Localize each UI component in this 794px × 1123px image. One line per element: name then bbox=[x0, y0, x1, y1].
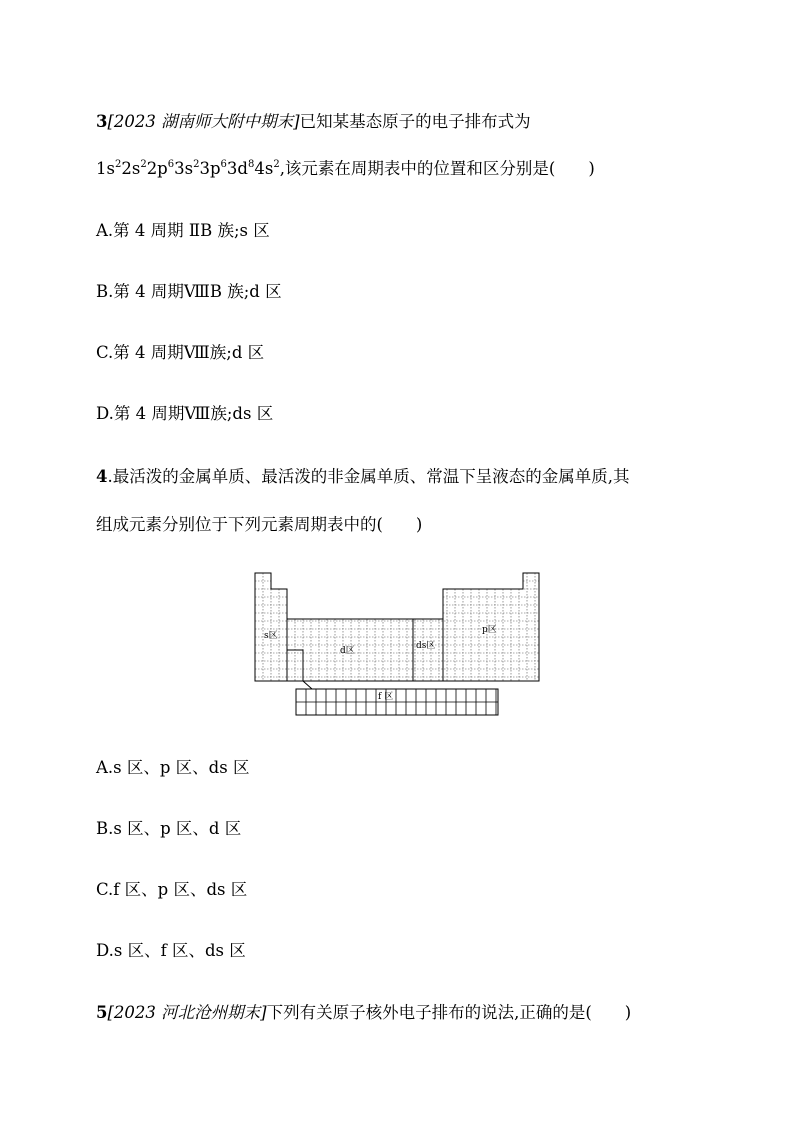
config-orbital: 3p bbox=[199, 159, 221, 178]
q3-option-a: A.第 4 周期 ⅡB 族;s 区 bbox=[96, 221, 270, 240]
config-electron-count: 2 bbox=[193, 159, 200, 170]
q5-stem-line bbox=[96, 1002, 631, 1024]
config-orbital: 2s bbox=[121, 159, 141, 178]
q3-stem-continuation: ,该元素在周期表中的位置和区分别是( ) bbox=[279, 159, 595, 178]
config-electron-count: 2 bbox=[273, 159, 280, 170]
q3-number: 3 bbox=[96, 112, 108, 131]
q3-config-line bbox=[96, 158, 595, 180]
config-electron-count: 2 bbox=[140, 159, 147, 170]
d-block-label: d区 bbox=[340, 646, 355, 656]
config-orbital: 4s bbox=[254, 159, 274, 178]
q3-option-b: B.第 4 周期ⅧB 族;d 区 bbox=[96, 282, 282, 301]
q4-option-b: B.s 区、p 区、d 区 bbox=[96, 819, 242, 838]
q3-source: [2023 湖南师大附中期末] bbox=[107, 112, 300, 131]
config-orbital: 1s bbox=[96, 159, 115, 178]
q3-option-c: C.第 4 周期Ⅷ族;d 区 bbox=[96, 343, 265, 362]
config-electron-count: 6 bbox=[167, 159, 175, 170]
q5-source: [2023 河北沧州期末] bbox=[107, 1003, 267, 1022]
periodic-table-grid bbox=[255, 573, 539, 715]
config-orbital: 2p bbox=[146, 159, 168, 178]
q4-stem-text1: .最活泼的金属单质、最活泼的非金属单质、常温下呈液态的金属单质,其 bbox=[107, 467, 630, 486]
q3-stem-line bbox=[96, 111, 531, 133]
q4-option-d: D.s 区、f 区、ds 区 bbox=[96, 941, 246, 960]
q5-stem: 下列有关原子核外电子排布的说法,正确的是( ) bbox=[266, 1003, 632, 1022]
f-block-label: f 区 bbox=[378, 692, 394, 702]
q4-option-a: A.s 区、p 区、ds 区 bbox=[96, 758, 250, 777]
config-electron-count: 6 bbox=[220, 159, 227, 170]
ds-block-label: ds区 bbox=[416, 641, 436, 651]
q5-number: 5 bbox=[96, 1003, 108, 1022]
config-orbital: 3d bbox=[226, 159, 248, 178]
p-block-label: p区 bbox=[482, 625, 497, 635]
q3-stem: 已知某基态原子的电子排布式为 bbox=[299, 112, 531, 131]
electron-configuration bbox=[96, 159, 280, 178]
q4-stem-line2: 组成元素分别位于下列元素周期表中的( ) bbox=[96, 515, 423, 534]
q3-option-d: D.第 4 周期Ⅷ族;ds 区 bbox=[96, 404, 274, 423]
config-electron-count: 8 bbox=[247, 159, 255, 170]
config-orbital: 3s bbox=[174, 159, 194, 178]
periodic-table-blocks-figure bbox=[250, 568, 542, 720]
q4-number: 4 bbox=[96, 467, 108, 486]
s-block-label: s区 bbox=[264, 631, 278, 641]
q4-stem-line1 bbox=[96, 466, 629, 488]
config-electron-count: 2 bbox=[114, 159, 122, 170]
q4-option-c: C.f 区、p 区、ds 区 bbox=[96, 880, 248, 899]
